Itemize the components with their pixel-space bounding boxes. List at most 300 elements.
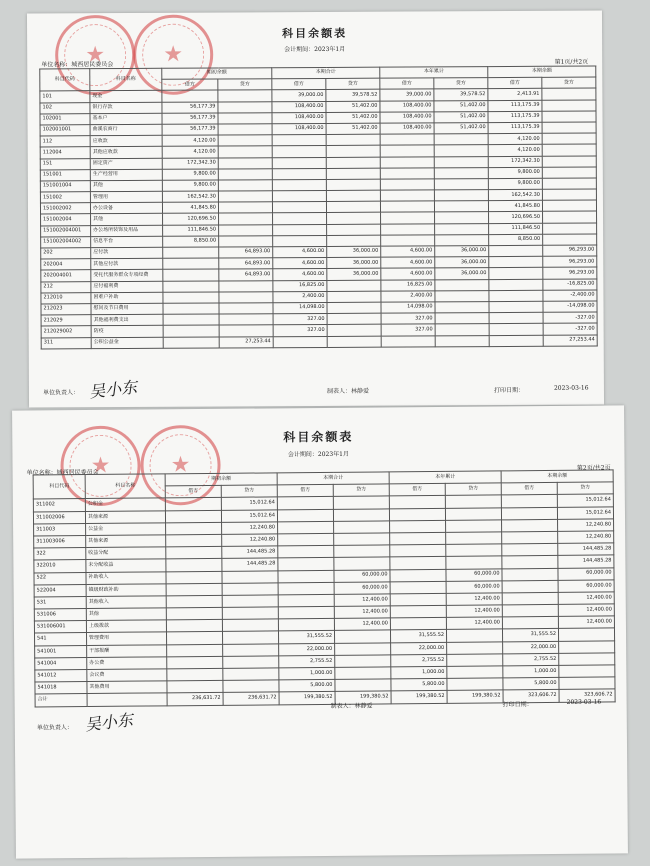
amount-cell: 14,098.00 xyxy=(273,302,327,313)
col-header-credit: 贷方 xyxy=(434,78,488,89)
amount-cell: 39,578.52 xyxy=(434,89,488,100)
unit-name: 单位名称：城西居民委员会 xyxy=(41,61,114,69)
amount-cell: 31,555.52 xyxy=(503,629,559,642)
amount-cell: 22,000.00 xyxy=(391,642,447,655)
amount-cell xyxy=(435,302,489,313)
amount-cell: 41,845.80 xyxy=(489,201,543,212)
col-header-opening: 期初余额 xyxy=(165,473,277,486)
amount-cell xyxy=(446,556,502,569)
amount-cell xyxy=(445,495,501,508)
amount-cell xyxy=(390,569,446,582)
amount-cell xyxy=(272,202,326,213)
amount-cell xyxy=(380,134,434,145)
account-name: 其他来源 xyxy=(85,510,165,523)
amount-cell: 16,825.00 xyxy=(381,279,435,290)
amount-cell: 60,000.00 xyxy=(446,568,502,581)
amount-cell: 56,177.39 xyxy=(162,102,218,113)
amount-cell: 12,400.00 xyxy=(558,592,614,605)
amount-cell: -14,098.00 xyxy=(543,301,597,312)
amount-cell xyxy=(447,666,503,679)
amount-cell xyxy=(273,213,327,224)
amount-cell xyxy=(163,303,219,314)
amount-cell xyxy=(326,179,380,190)
account-name: 其他 xyxy=(86,608,166,621)
account-code: 202004 xyxy=(41,259,91,270)
account-code: 311 xyxy=(41,337,91,348)
amount-cell xyxy=(163,258,219,269)
amount-cell xyxy=(435,324,489,335)
account-code: 541004 xyxy=(35,657,87,670)
amount-cell xyxy=(327,302,381,313)
amount-cell xyxy=(222,607,278,620)
amount-cell xyxy=(502,592,558,605)
amount-cell xyxy=(219,236,273,247)
col-header-credit: 贷方 xyxy=(326,78,380,89)
col-header-credit: 贷方 xyxy=(333,484,389,497)
amount-cell xyxy=(272,191,326,202)
account-code: 202 xyxy=(41,248,91,259)
amount-cell: 12,240.80 xyxy=(558,531,614,544)
amount-cell xyxy=(273,336,327,347)
amount-cell xyxy=(278,558,334,571)
amount-cell: 36,000.00 xyxy=(327,269,381,280)
amount-cell xyxy=(335,643,391,656)
amount-cell xyxy=(447,678,503,691)
account-name: 公积金 xyxy=(85,498,165,511)
maker-label: 制表人：林静爱 xyxy=(326,387,369,395)
amount-cell: 12,400.00 xyxy=(334,618,390,631)
amount-cell xyxy=(445,507,501,520)
account-name: 现金 xyxy=(90,91,162,103)
amount-cell: 113,175.39 xyxy=(488,111,542,122)
amount-cell xyxy=(219,303,273,314)
account-code: 311002 xyxy=(33,499,85,512)
amount-cell xyxy=(272,179,326,190)
account-code: 151002004001 xyxy=(41,225,91,236)
ledger-table xyxy=(39,66,598,350)
amount-cell xyxy=(165,510,221,523)
amount-cell xyxy=(219,325,273,336)
amount-cell: 12,400.00 xyxy=(558,616,614,629)
amount-cell xyxy=(167,681,223,694)
amount-cell xyxy=(219,224,273,235)
amount-cell xyxy=(223,643,279,656)
account-name: 干部报酬 xyxy=(87,644,167,657)
amount-cell xyxy=(335,655,391,668)
amount-cell: 323,606.72 xyxy=(503,690,559,703)
amount-cell: -2,400.00 xyxy=(543,290,597,301)
account-name: 曲溪农商行 xyxy=(90,124,162,136)
amount-cell: 96,293.00 xyxy=(543,245,597,256)
amount-cell xyxy=(278,619,334,632)
account-code: 541018 xyxy=(35,682,87,695)
amount-cell: 12,240.80 xyxy=(558,519,614,532)
amount-cell xyxy=(390,532,446,545)
amount-cell xyxy=(278,606,334,619)
amount-cell xyxy=(327,324,381,335)
amount-cell xyxy=(223,656,279,669)
account-code: 151 xyxy=(40,158,90,169)
amount-cell xyxy=(218,191,272,202)
amount-cell xyxy=(166,571,222,584)
amount-cell: 64,893.00 xyxy=(219,247,273,258)
col-header-name: 科目名称 xyxy=(90,68,162,91)
amount-cell xyxy=(334,557,390,570)
col-header-current: 本期合计 xyxy=(277,472,389,485)
amount-cell xyxy=(447,642,503,655)
amount-cell: 51,402.00 xyxy=(326,123,380,134)
col-header-closing: 本期余额 xyxy=(501,470,613,483)
amount-cell xyxy=(502,617,558,630)
amount-cell: 12,240.80 xyxy=(222,534,278,547)
amount-cell xyxy=(333,496,389,509)
amount-cell xyxy=(434,167,488,178)
amount-cell xyxy=(381,212,435,223)
amount-cell xyxy=(326,168,380,179)
amount-cell: 56,177.39 xyxy=(162,124,218,135)
amount-cell xyxy=(163,281,219,292)
amount-cell: 2,755.52 xyxy=(503,653,559,666)
amount-cell xyxy=(326,134,380,145)
account-code: 311003006 xyxy=(34,535,86,548)
page-number: 第2页/共2页 xyxy=(576,464,611,472)
amount-cell xyxy=(222,619,278,632)
amount-cell xyxy=(390,605,446,618)
leader-signature: 吴小东 xyxy=(88,377,138,402)
unit-name: 单位名称：城西居民委员会 xyxy=(26,468,99,477)
col-header-debit: 借方 xyxy=(380,78,434,89)
amount-cell xyxy=(543,234,597,245)
amount-cell: 323,606.72 xyxy=(559,689,615,702)
amount-cell xyxy=(335,630,391,643)
amount-cell: 96,293.00 xyxy=(543,267,597,278)
amount-cell xyxy=(542,122,596,133)
amount-cell xyxy=(218,124,272,135)
amount-cell: 108,400.00 xyxy=(380,112,434,123)
amount-cell xyxy=(390,593,446,606)
amount-cell xyxy=(446,544,502,557)
amount-cell xyxy=(218,180,272,191)
amount-cell: 144,485.28 xyxy=(222,558,278,571)
amount-cell xyxy=(502,568,558,581)
account-code: 212 xyxy=(41,281,91,292)
amount-cell xyxy=(219,314,273,325)
print-date-label: 打印日期： xyxy=(493,386,524,395)
balance-sheet-page-2 xyxy=(12,405,628,858)
amount-cell: 2,755.52 xyxy=(279,655,335,668)
amount-cell: 144,485.28 xyxy=(222,546,278,559)
account-code: 151002004002 xyxy=(41,236,91,247)
amount-cell: 12,240.80 xyxy=(222,522,278,535)
page-title: 科目余额表 xyxy=(282,26,348,41)
col-header-closing: 本期余额 xyxy=(488,66,596,78)
amount-cell: 108,400.00 xyxy=(380,123,434,134)
amount-cell: 41,845.80 xyxy=(162,202,218,213)
account-name: 办公场所装饰及用品 xyxy=(91,225,163,237)
amount-cell xyxy=(166,559,222,572)
amount-cell xyxy=(273,235,327,246)
amount-cell xyxy=(278,546,334,559)
amount-cell: 31,555.52 xyxy=(279,631,335,644)
amount-cell: 327.00 xyxy=(273,314,327,325)
col-header-debit: 借方 xyxy=(162,79,218,90)
amount-cell xyxy=(435,223,489,234)
amount-cell: 51,402.00 xyxy=(434,123,488,134)
amount-cell xyxy=(434,201,488,212)
amount-cell xyxy=(167,656,223,669)
amount-cell: 108,400.00 xyxy=(272,112,326,123)
amount-cell xyxy=(222,631,278,644)
amount-cell xyxy=(501,495,557,508)
amount-cell xyxy=(326,201,380,212)
amount-cell: 31,555.52 xyxy=(391,630,447,643)
page-number: 第1页/共2页 xyxy=(554,58,589,66)
account-name xyxy=(87,693,167,706)
amount-cell: 8,850.00 xyxy=(489,234,543,245)
amount-cell xyxy=(542,111,596,122)
col-header-ytd: 本年累计 xyxy=(380,67,488,79)
col-header-debit: 借方 xyxy=(165,486,221,499)
maker-label: 制表人：林静爱 xyxy=(330,702,373,710)
print-date-label: 打印日期： xyxy=(502,701,533,709)
account-code: 322 xyxy=(34,548,86,561)
amount-cell xyxy=(446,520,502,533)
amount-cell xyxy=(390,557,446,570)
amount-cell xyxy=(272,135,326,146)
amount-cell xyxy=(380,145,434,156)
amount-cell xyxy=(380,190,434,201)
amount-cell: 39,000.00 xyxy=(272,90,326,101)
amount-cell xyxy=(334,533,390,546)
amount-cell: 327.00 xyxy=(273,325,327,336)
amount-cell: 15,012.64 xyxy=(557,506,613,519)
amount-cell xyxy=(435,234,489,245)
col-header-code: 科目代码 xyxy=(33,475,85,500)
amount-cell xyxy=(334,545,390,558)
amount-cell: 5,800.00 xyxy=(503,678,559,691)
amount-cell xyxy=(327,213,381,224)
account-code: 151002004 xyxy=(41,214,91,225)
account-code: 311003 xyxy=(34,523,86,536)
account-name: 上级拨款 xyxy=(86,620,166,633)
amount-cell xyxy=(218,112,272,123)
amount-cell: 14,098.00 xyxy=(381,302,435,313)
amount-cell xyxy=(326,157,380,168)
amount-cell: 12,400.00 xyxy=(334,594,390,607)
amount-cell xyxy=(272,146,326,157)
amount-cell xyxy=(166,534,222,547)
amount-cell: 36,000.00 xyxy=(327,246,381,257)
amount-cell xyxy=(163,269,219,280)
amount-cell: 64,893.00 xyxy=(219,269,273,280)
account-code: 531 xyxy=(34,596,86,609)
account-name: 未分配收益 xyxy=(86,559,166,572)
account-code: 102001001 xyxy=(40,125,90,136)
amount-cell xyxy=(218,157,272,168)
amount-cell xyxy=(218,168,272,179)
balance-sheet-page-1 xyxy=(27,10,604,407)
account-code: 322010 xyxy=(34,560,86,573)
accounting-period: 会计期间：2023年1月 xyxy=(287,450,350,459)
col-header-credit: 贷方 xyxy=(221,485,277,498)
amount-cell xyxy=(278,521,334,534)
amount-cell: 9,800.00 xyxy=(162,169,218,180)
amount-cell xyxy=(543,211,597,222)
amount-cell: 111,846.50 xyxy=(163,225,219,236)
amount-cell: 22,000.00 xyxy=(503,641,559,654)
amount-cell: 199,380.52 xyxy=(335,691,391,704)
amount-cell: 144,485.28 xyxy=(558,543,614,556)
account-code: 112004 xyxy=(40,147,90,158)
amount-cell: -16,825.00 xyxy=(543,279,597,290)
amount-cell xyxy=(326,190,380,201)
col-header-credit: 贷方 xyxy=(218,79,272,90)
amount-cell: 327.00 xyxy=(381,313,435,324)
amount-cell: 51,402.00 xyxy=(434,100,488,111)
amount-cell: 4,600.00 xyxy=(273,246,327,257)
amount-cell xyxy=(327,224,381,235)
amount-cell: 4,120.00 xyxy=(162,146,218,157)
amount-cell: 5,800.00 xyxy=(279,680,335,693)
amount-cell: 236,631.72 xyxy=(167,693,223,706)
account-code: 311002006 xyxy=(33,511,85,524)
account-name: 基本户 xyxy=(90,113,162,125)
col-header-debit: 借方 xyxy=(277,485,333,498)
amount-cell xyxy=(219,213,273,224)
amount-cell: 120,696.50 xyxy=(163,213,219,224)
print-date: 2023-03-16 xyxy=(553,384,589,392)
amount-cell: 113,175.39 xyxy=(488,122,542,133)
amount-cell: 60,000.00 xyxy=(446,581,502,594)
amount-cell xyxy=(163,247,219,258)
print-date: 2023-03-16 xyxy=(566,698,602,706)
amount-cell: 96,293.00 xyxy=(543,256,597,267)
amount-cell: 162,542.30 xyxy=(488,189,542,200)
amount-cell xyxy=(502,544,558,557)
account-code: 212010 xyxy=(41,292,91,303)
account-code: 531006001 xyxy=(34,621,86,634)
amount-cell xyxy=(559,665,615,678)
amount-cell: 1,000.00 xyxy=(279,667,335,680)
amount-cell xyxy=(223,680,279,693)
amount-cell xyxy=(163,325,219,336)
amount-cell: 64,893.00 xyxy=(219,258,273,269)
amount-cell xyxy=(335,679,391,692)
account-name: 其他 xyxy=(91,214,163,226)
amount-cell xyxy=(166,595,222,608)
amount-cell xyxy=(165,498,221,511)
account-code: 102 xyxy=(40,102,90,113)
amount-cell xyxy=(218,202,272,213)
amount-cell: 327.00 xyxy=(381,324,435,335)
amount-cell xyxy=(502,580,558,593)
col-header-debit: 借方 xyxy=(501,483,557,496)
amount-cell: 12,400.00 xyxy=(334,606,390,619)
amount-cell xyxy=(434,190,488,201)
col-header-name: 科目名称 xyxy=(85,474,165,499)
amount-cell xyxy=(435,313,489,324)
account-name: 公益金 xyxy=(86,523,166,536)
col-header-credit: 贷方 xyxy=(445,483,501,496)
amount-cell: 108,400.00 xyxy=(380,100,434,111)
amount-cell xyxy=(327,313,381,324)
amount-cell: 60,000.00 xyxy=(558,580,614,593)
account-name: 管理费用 xyxy=(86,632,166,645)
amount-cell xyxy=(326,145,380,156)
ledger-body xyxy=(40,88,597,348)
amount-cell xyxy=(559,677,615,690)
amount-cell xyxy=(333,508,389,521)
amount-cell xyxy=(277,509,333,522)
account-name: 公积公益金 xyxy=(91,337,163,349)
amount-cell: 39,578.52 xyxy=(326,90,380,101)
amount-cell: 16,825.00 xyxy=(273,280,327,291)
account-name: 其他应付款 xyxy=(91,258,163,270)
amount-cell xyxy=(166,632,222,645)
amount-cell xyxy=(223,668,279,681)
amount-cell: 36,000.00 xyxy=(435,246,489,257)
amount-cell: 4,600.00 xyxy=(273,258,327,269)
amount-cell xyxy=(502,604,558,617)
amount-cell: -327.00 xyxy=(543,312,597,323)
account-name: 镇级财政补助 xyxy=(86,584,166,597)
amount-cell: 199,380.52 xyxy=(279,692,335,705)
account-name: 其他 xyxy=(90,180,162,192)
amount-cell xyxy=(390,618,446,631)
amount-cell: 22,000.00 xyxy=(279,643,335,656)
amount-cell xyxy=(162,90,218,101)
amount-cell xyxy=(219,291,273,302)
account-code: 541001 xyxy=(35,645,87,658)
amount-cell xyxy=(166,546,222,559)
amount-cell xyxy=(166,522,222,535)
amount-cell xyxy=(222,595,278,608)
amount-cell xyxy=(435,335,489,346)
amount-cell: 4,120.00 xyxy=(162,135,218,146)
amount-cell xyxy=(559,628,615,641)
amount-cell xyxy=(222,570,278,583)
amount-cell: 108,400.00 xyxy=(272,123,326,134)
amount-cell: 12,400.00 xyxy=(446,593,502,606)
amount-cell xyxy=(380,156,434,167)
amount-cell xyxy=(542,100,596,111)
amount-cell: 5,800.00 xyxy=(391,679,447,692)
amount-cell xyxy=(272,168,326,179)
amount-cell: 4,600.00 xyxy=(273,269,327,280)
amount-cell xyxy=(502,519,558,532)
account-name: 应付福利费 xyxy=(91,281,163,293)
amount-cell: 56,177.39 xyxy=(162,113,218,124)
amount-cell: 111,846.50 xyxy=(489,223,543,234)
amount-cell xyxy=(489,290,543,301)
account-name: 办公设备 xyxy=(90,203,162,215)
amount-cell: 60,000.00 xyxy=(334,569,390,582)
amount-cell: 199,380.52 xyxy=(447,690,503,703)
col-header-credit: 贷方 xyxy=(542,77,596,88)
account-name: 银行存款 xyxy=(90,102,162,114)
account-name: 其他福利费支出 xyxy=(91,314,163,326)
page-title: 科目余额表 xyxy=(283,429,354,445)
account-code: 541 xyxy=(35,633,87,646)
account-name: 其他收入 xyxy=(86,596,166,609)
account-name: 困难户补助 xyxy=(91,292,163,304)
amount-cell: 9,800.00 xyxy=(488,167,542,178)
amount-cell xyxy=(542,189,596,200)
amount-cell: 60,000.00 xyxy=(334,582,390,595)
amount-cell xyxy=(222,583,278,596)
amount-cell xyxy=(542,178,596,189)
col-header-code: 科目代码 xyxy=(40,69,90,92)
